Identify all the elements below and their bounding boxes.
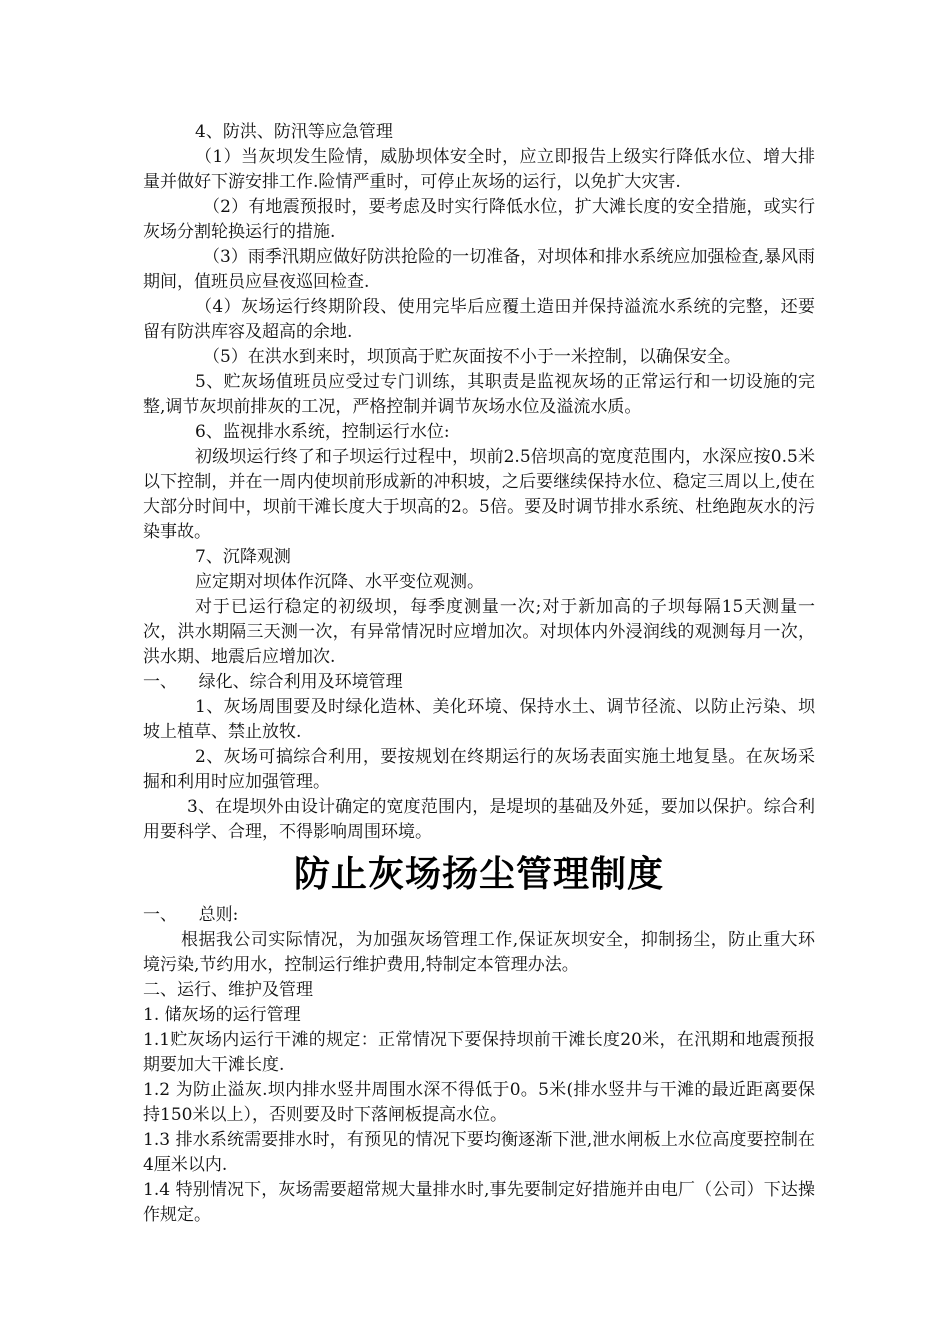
section-4-title: 4、防洪、防汛等应急管理 [195, 122, 393, 142]
document-title: 防止灰场扬尘管理制度 [293, 854, 664, 895]
greening-section-title: 一、 绿化、综合利用及环境管理 [143, 672, 403, 692]
greening-item-2: 2、灰场可搞综合利用，要按规划在终期运行的灰场表面实施土地复垦。在灰场采掘和利用时应加强管理。 [143, 747, 815, 792]
operations-item-1-4: 1.4 特别情况下，灰场需要超常规大量排水时,事先要制定好措施并由电厂（公司）下达操作规定。 [143, 1180, 815, 1225]
general-section-body: 根据我公司实际情况，为加强灰场管理工作,保证灰坝安全，抑制扬尘，防止重大环境污染,节约用水，控制运行维护费用,特制定本管理办法。 [143, 930, 815, 975]
section-7-paragraph-a: 应定期对坝体作沉降、水平变位观测。 [195, 572, 484, 592]
document-page [143, 120, 815, 1228]
section-4-item-4: （4）灰场运行终期阶段、使用完毕后应覆土造田并保持溢流水系统的完整，还要留有防洪库容及超高的余地. [143, 297, 815, 342]
operations-item-1-2: 1.2 为防止溢灰.坝内排水竖井周围水深不得低于0。5米(排水竖井与干滩的最近距离要保持150米以上），否则要及时下落闸板提高水位。 [143, 1080, 815, 1125]
greening-item-1: 1、灰场周围要及时绿化造林、美化环境、保持水土、调节径流、以防止污染、坝坡上植草、禁止放牧. [143, 697, 815, 742]
operations-item-1-1: 1.1贮灰场内运行干滩的规定：正常情况下要保持坝前干滩长度20米，在汛期和地震预报期要加大干滩长度. [143, 1030, 815, 1075]
greening-item-3: 3、在堤坝外由设计确定的宽度范围内，是堤坝的基础及外延，要加以保护。综合利用要科学、合理，不得影响周围环境。 [143, 797, 815, 842]
operations-item-1-3: 1.3 排水系统需要排水时，有预见的情况下要均衡逐渐下泄,泄水闸板上水位高度要控制在4厘米以内. [143, 1130, 815, 1175]
section-4-item-2: （2）有地震预报时，要考虑及时实行降低水位，扩大滩长度的安全措施，或实行灰场分割轮换运行的措施. [143, 197, 815, 242]
section-6-title: 6、监视排水系统，控制运行水位: [195, 422, 450, 442]
section-4-item-5: （5）在洪水到来时，坝顶高于贮灰面按不小于一米控制，以确保安全。 [203, 347, 741, 367]
operations-subsection-1-title: 1. 储灰场的运行管理 [143, 1005, 301, 1025]
section-7-paragraph-b: 对于已运行稳定的初级坝，每季度测量一次;对于新加高的子坝每隔15天测量一次，洪水期隔三天测一次，有异常情况时应增加次。对坝体内外浸润线的观测每月一次，洪水期、地震后应增加次. [143, 597, 815, 667]
section-4-item-3: （3）雨季汛期应做好防洪抢险的一切准备，对坝体和排水系统应加强检查,暴风雨期间，值班员应昼夜巡回检查. [143, 247, 815, 292]
section-4-item-1: （1）当灰坝发生险情，威胁坝体安全时，应立即报告上级实行降低水位、增大排量并做好下游安排工作.险情严重时，可停止灰场的运行，以免扩大灾害. [143, 147, 815, 192]
section-5-paragraph: 5、贮灰场值班员应受过专门训练，其职责是监视灰场的正常运行和一切设施的完整,调节灰坝前排灰的工况，严格控制并调节灰场水位及溢流水质。 [143, 372, 815, 417]
general-section-title: 一、 总则: [143, 905, 239, 925]
operations-section-title: 二、运行、维护及管理 [143, 980, 313, 1000]
section-7-title: 7、沉降观测 [195, 547, 291, 567]
section-6-body: 初级坝运行终了和子坝运行过程中，坝前2.5倍坝高的宽度范围内，水深应按0.5米以下控制，并在一周内使坝前形成新的冲积坡，之后要继续保持水位、稳定三周以上,使在大部分时间中，坝前干滩长度大于坝高的2。5倍。要及时调节排水系统、杜绝跑灰水的污染事故。 [143, 447, 815, 542]
